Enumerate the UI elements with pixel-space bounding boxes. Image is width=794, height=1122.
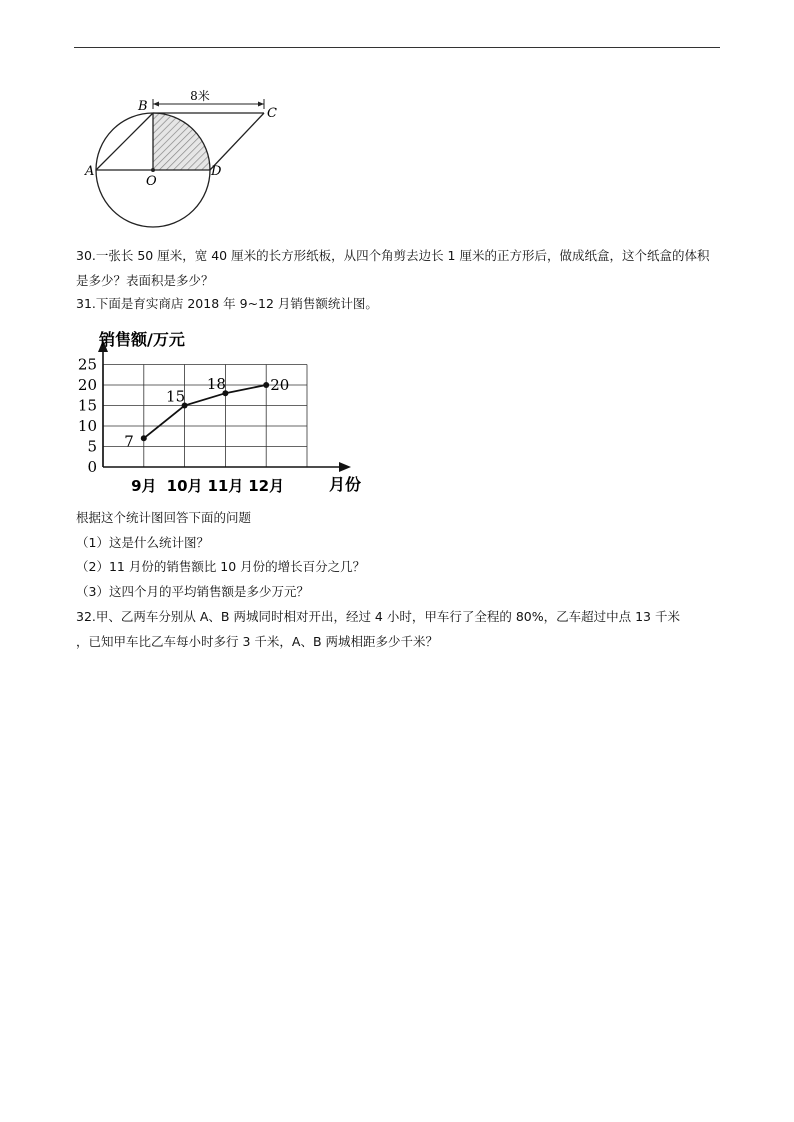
x-tick-label: 12月 (248, 477, 285, 495)
data-label: 18 (206, 375, 226, 394)
data-point (263, 382, 269, 388)
label-D: D (211, 164, 222, 179)
sales-line-chart (76, 326, 376, 498)
data-label: 7 (124, 432, 134, 451)
series-line (144, 385, 266, 438)
label-B: B (138, 99, 148, 114)
question-31-instruction: 根据这个统计图回答下面的问题 (76, 510, 252, 525)
segment-CD (210, 113, 264, 170)
x-axis-title: 月份 (329, 475, 362, 494)
label-length: 8米 (190, 89, 210, 103)
y-tick-label: 5 (87, 437, 97, 456)
y-tick-label: 0 (87, 458, 97, 476)
data-label: 15 (166, 387, 186, 406)
y-axis-title: 销售额/万元 (99, 330, 185, 349)
label-O: O (146, 174, 157, 189)
geometry-figure (82, 84, 302, 234)
question-30: 30.一张长 50 厘米，宽 40 厘米的长方形纸板，从四个角剪去边长 1 厘米的正方形后，做成纸盒，这个纸盒的体积是多少？表面积是多少？ (76, 248, 710, 288)
x-tick-label: 10月 (166, 477, 203, 495)
data-label: 20 (270, 376, 290, 394)
data-point (141, 435, 147, 441)
question-31-title: 31.下面是育实商店 2018 年 9~12 月销售额统计图。 (76, 296, 378, 311)
header-rule (74, 47, 720, 48)
x-axis-arrow (339, 462, 351, 472)
question-32-line1: 32.甲、乙两车分别从 A、B 两城同时相对开出，经过 4 小时，甲车行了全程的 80%，乙车超过中点 13 千米 (76, 609, 680, 624)
shaded-region (153, 113, 210, 170)
question-31-sub3: （3）这四个月的平均销售额是多少万元？ (76, 584, 309, 599)
y-tick-label: 25 (77, 355, 97, 374)
question-31-sub1: （1）这是什么统计图？ (76, 535, 209, 550)
x-tick-label: 11月 (207, 477, 244, 495)
y-tick-label: 15 (77, 396, 97, 415)
center-point (151, 168, 155, 172)
label-A: A (85, 164, 95, 179)
segment-AB (96, 113, 153, 170)
question-32-line2: ，已知甲车比乙车每小时多行 3 千米，A、B 两城相距多少千米？ (76, 634, 439, 649)
label-C: C (267, 106, 277, 121)
question-31-sub2: （2）11 月份的销售额比 10 月份的增长百分之几？ (76, 559, 366, 574)
y-tick-label: 10 (77, 417, 97, 435)
x-tick-label: 9月 (131, 477, 157, 495)
y-tick-label: 20 (77, 376, 97, 394)
